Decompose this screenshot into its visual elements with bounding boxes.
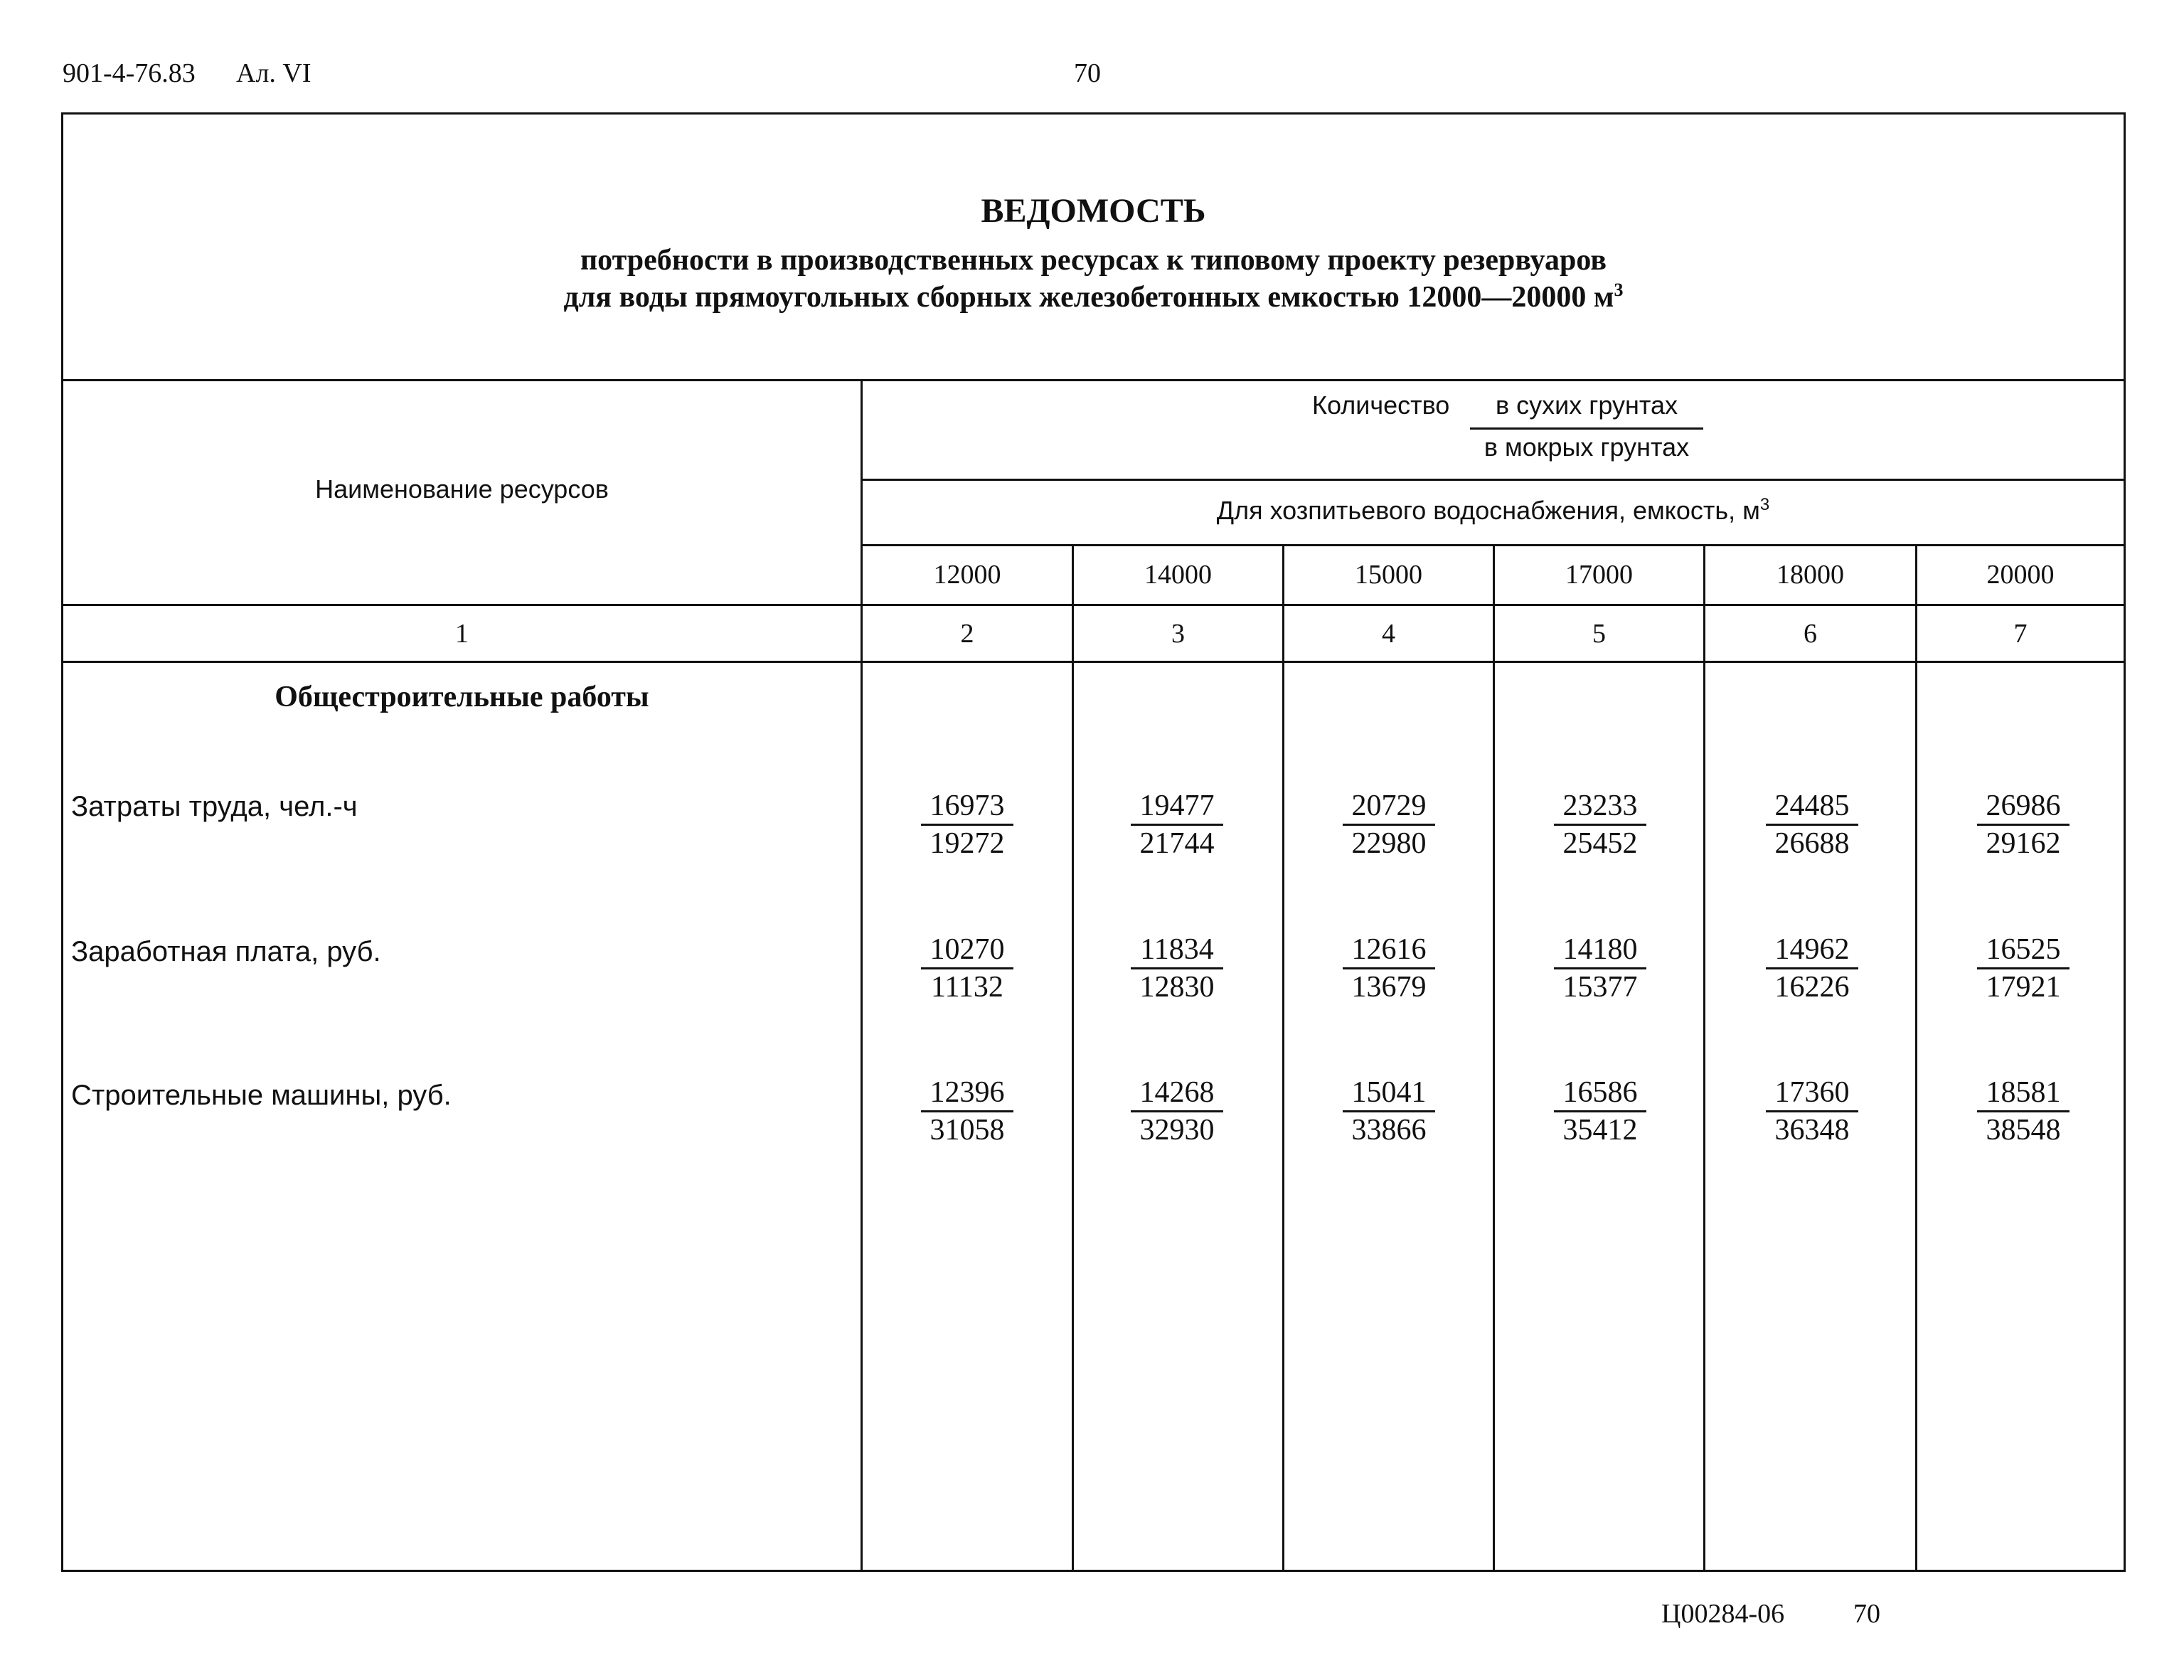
value-dry: 16586: [1554, 1076, 1646, 1112]
value-dry: 12396: [921, 1076, 1013, 1112]
value-cell: [1343, 790, 1435, 860]
value-dry: 19477: [1131, 790, 1223, 826]
rule-col-1: [861, 379, 863, 1572]
value-cell: [1131, 1076, 1223, 1147]
capacity-header: 14000: [1144, 560, 1212, 590]
value-wet: 13679: [1351, 971, 1427, 1004]
value-cell: [1131, 933, 1223, 1004]
doc-code: 901-4-76.83: [63, 58, 196, 88]
value-dry: 14180: [1554, 933, 1646, 969]
value-cell: [1977, 933, 2070, 1004]
rule-qty-bottom: [863, 479, 2124, 481]
value-cell: [921, 933, 1013, 1004]
qty-dry-label: в сухих грунтах: [1496, 390, 1678, 420]
value-dry: 11834: [1131, 933, 1223, 969]
column-number: 4: [1382, 619, 1395, 649]
value-dry: 17360: [1766, 1076, 1858, 1112]
album-label: Ал. VI: [236, 58, 311, 88]
value-dry: 14268: [1131, 1076, 1223, 1112]
value-wet: 33866: [1351, 1114, 1427, 1147]
value-wet: 36348: [1774, 1114, 1850, 1147]
column-number: 3: [1171, 619, 1185, 649]
value-dry: 20729: [1343, 790, 1435, 826]
value-wet: 12830: [1139, 971, 1215, 1004]
capacity-header: 17000: [1565, 560, 1633, 590]
col-name-header: Наименование ресурсов: [315, 474, 609, 504]
value-dry: 15041: [1343, 1076, 1435, 1112]
capacity-header: 12000: [933, 560, 1001, 590]
purpose-header: [863, 496, 2124, 525]
value-wet: 35412: [1562, 1114, 1638, 1147]
rule-col-4: [1493, 544, 1495, 1572]
purpose-header-sup: 3: [1759, 495, 1770, 514]
value-cell: [1766, 933, 1858, 1004]
rule-col-5: [1703, 544, 1705, 1572]
section-title: Общестроительные работы: [275, 681, 649, 713]
value-dry: 18581: [1977, 1076, 2070, 1112]
title-line-3: [63, 282, 2124, 312]
value-cell: [1977, 790, 2070, 860]
row-label-machines: Строительные машины, руб.: [71, 1080, 452, 1111]
title-main: ВЕДОМОСТЬ: [981, 192, 1206, 230]
value-dry: 16973: [921, 790, 1013, 826]
value-wet: 16226: [1774, 971, 1850, 1004]
value-wet: 38548: [1986, 1114, 2061, 1147]
value-wet: 25452: [1562, 827, 1638, 860]
title-line-3-sup: 3: [1614, 280, 1624, 300]
value-dry: 10270: [921, 933, 1013, 969]
value-cell: [1766, 790, 1858, 860]
footer-code: Ц00284-06: [1661, 1599, 1785, 1629]
value-dry: 12616: [1343, 933, 1435, 969]
capacity-header: 15000: [1355, 560, 1422, 590]
column-number: 5: [1592, 619, 1606, 649]
qty-header-prefix: Количество: [1312, 390, 1450, 420]
capacity-header: 18000: [1777, 560, 1844, 590]
purpose-header-text: Для хозпитьевого водоснабжения, емкость, м: [1216, 496, 1760, 525]
rule-colnum-bottom: [63, 661, 2124, 663]
value-wet: 19272: [929, 827, 1005, 860]
value-cell: [1554, 1076, 1646, 1147]
qty-fraction-bar: [1470, 427, 1703, 430]
value-wet: 11132: [931, 971, 1003, 1004]
column-number: 1: [455, 619, 469, 649]
value-wet: 15377: [1562, 971, 1638, 1004]
qty-wet-label: в мокрых грунтах: [1483, 432, 1690, 462]
title-block: [63, 115, 2124, 379]
value-wet: 31058: [929, 1114, 1005, 1147]
value-cell: [1766, 1076, 1858, 1147]
column-number: 6: [1804, 619, 1817, 649]
value-cell: [921, 1076, 1013, 1147]
value-cell: [1131, 790, 1223, 860]
value-cell: [921, 790, 1013, 860]
value-dry: 23233: [1554, 790, 1646, 826]
value-dry: 24485: [1766, 790, 1858, 826]
value-wet: 22980: [1351, 827, 1427, 860]
value-wet: 17921: [1986, 971, 2061, 1004]
value-cell: [1343, 933, 1435, 1004]
value-wet: 21744: [1139, 827, 1215, 860]
value-wet: 32930: [1139, 1114, 1215, 1147]
footer-page: 70: [1853, 1599, 1880, 1629]
row-label-labor: Затраты труда, чел.-ч: [71, 791, 358, 822]
value-cell: [1554, 933, 1646, 1004]
value-cell: [1554, 790, 1646, 860]
rule-col-3: [1282, 544, 1284, 1572]
value-dry: 14962: [1766, 933, 1858, 969]
rule-col-2: [1072, 544, 1074, 1572]
rule-col-6: [1915, 544, 1917, 1572]
value-dry: 16525: [1977, 933, 2070, 969]
value-wet: 26688: [1774, 827, 1850, 860]
value-cell: [1343, 1076, 1435, 1147]
title-line-2: потребности в производственных ресурсах к типовому проекту резервуаров: [580, 244, 1607, 277]
value-wet: 29162: [1986, 827, 2061, 860]
page-number: 70: [1074, 58, 1101, 88]
rule-title-bottom: [63, 379, 2124, 381]
title-line-3-text: для воды прямоугольных сборных железобетонных емкостью 12000—20000 м: [563, 281, 1614, 314]
column-number: 7: [2013, 619, 2028, 649]
row-label-wages: Заработная плата, руб.: [71, 936, 381, 967]
rule-header-bottom: [63, 604, 2124, 606]
value-dry: 26986: [1977, 790, 2070, 826]
capacity-header: 20000: [1986, 560, 2055, 590]
value-cell: [1977, 1076, 2070, 1147]
column-number: 2: [960, 619, 974, 649]
